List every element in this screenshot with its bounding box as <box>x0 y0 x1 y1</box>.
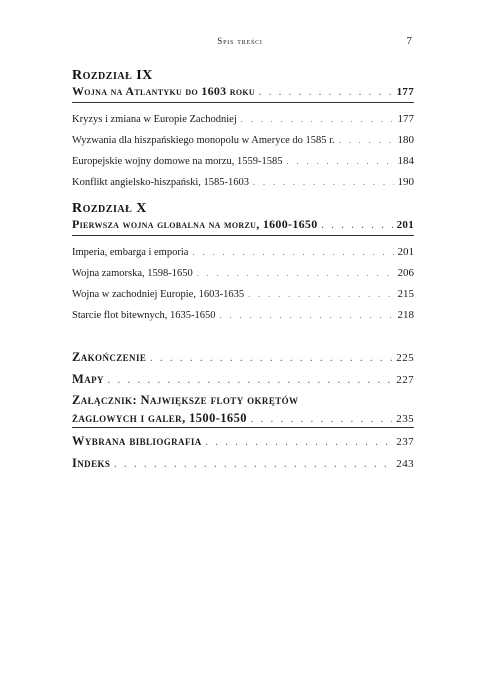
dot-leader <box>248 284 393 305</box>
running-title: Spis treści <box>217 36 263 46</box>
toc-entry-page: 227 <box>396 374 414 386</box>
dot-leader <box>192 242 393 263</box>
toc-back-matter-entry <box>72 432 414 450</box>
dot-leader <box>287 151 394 172</box>
toc-entry-title: Wyzwania dla hiszpańskiego monopolu w Ameryce do 1585 r. <box>72 135 335 146</box>
toc-entry-page: 190 <box>397 176 414 188</box>
toc-entry-page: 177 <box>397 113 414 125</box>
toc-entry-title-line1: Załącznik: Największe floty okrętów <box>72 393 299 407</box>
dot-leader <box>339 130 394 151</box>
toc-entry-page: 201 <box>396 219 414 231</box>
toc-entry-page: 243 <box>396 458 414 470</box>
dot-leader <box>219 305 393 326</box>
dot-leader <box>251 411 392 429</box>
toc-entry-page: 237 <box>396 436 414 448</box>
toc-entry <box>72 305 414 326</box>
toc-entry <box>72 242 414 263</box>
toc-entry-title: Europejskie wojny domowe na morzu, 1559-1585 <box>72 156 283 167</box>
toc-entry-page: 235 <box>396 413 414 425</box>
chapter-label: Rozdział X <box>72 201 147 216</box>
toc-entry <box>72 172 414 193</box>
toc-entry-title: Wybrana bibliografia <box>72 434 202 448</box>
dot-leader <box>197 263 394 284</box>
toc-back-matter-entry <box>72 370 414 388</box>
dot-leader <box>322 221 393 230</box>
toc-entry-page: 218 <box>397 309 414 321</box>
dot-leader <box>253 172 393 193</box>
toc-entry-title: Indeks <box>72 456 111 470</box>
toc-entry-page: 225 <box>396 352 414 364</box>
dot-leader <box>259 88 393 97</box>
toc-entry-title: Starcie flot bitewnych, 1635-1650 <box>72 310 216 321</box>
toc-entry-page: 215 <box>397 288 414 300</box>
dot-leader <box>150 350 392 368</box>
running-head <box>0 36 480 50</box>
toc-entry-title: Wojna w zachodniej Europie, 1603-1635 <box>72 289 245 300</box>
toc-entry-page: 180 <box>397 134 414 146</box>
table-of-contents <box>72 68 414 472</box>
toc-entry-title: Mapy <box>72 372 104 386</box>
toc-back-matter-entry <box>72 409 414 428</box>
toc-entry <box>72 263 414 284</box>
dot-leader <box>206 434 393 452</box>
toc-entry-title: Pierwsza wojna globalna na morzu, 1600-1650 <box>72 217 318 231</box>
toc-back-matter-entry <box>72 348 414 366</box>
toc-entry <box>72 130 414 151</box>
dot-leader <box>114 456 392 474</box>
dot-leader <box>241 109 394 130</box>
toc-chapter-title-row <box>72 84 414 103</box>
toc-entry-title-line2: żaglowych i galer, 1500-1650 <box>72 411 247 425</box>
toc-entry <box>72 151 414 172</box>
toc-back-matter-entry <box>72 454 414 472</box>
dot-leader <box>108 372 392 390</box>
toc-entry-page: 201 <box>397 246 414 258</box>
toc-entry <box>72 284 414 305</box>
toc-entry-page: 206 <box>397 267 414 279</box>
toc-entry-title: Imperia, embarga i emporia <box>72 247 189 258</box>
toc-chapter-title-row <box>72 217 414 236</box>
toc-entry-title: Wojna zamorska, 1598-1650 <box>72 268 193 279</box>
toc-entry-title: Wojna na Atlantyku do 1603 roku <box>72 84 255 98</box>
toc-entry-page: 184 <box>397 155 414 167</box>
page-number: 7 <box>406 35 412 47</box>
toc-entry-page: 177 <box>396 86 414 98</box>
chapter-label: Rozdział IX <box>72 68 153 83</box>
toc-entry-title: Kryzys i zmiana w Europie Zachodniej <box>72 114 237 125</box>
toc-entry <box>72 109 414 130</box>
toc-entry-title: Konflikt angielsko-hiszpański, 1585-1603 <box>72 177 250 188</box>
toc-entry-title: Zakończenie <box>72 350 147 364</box>
